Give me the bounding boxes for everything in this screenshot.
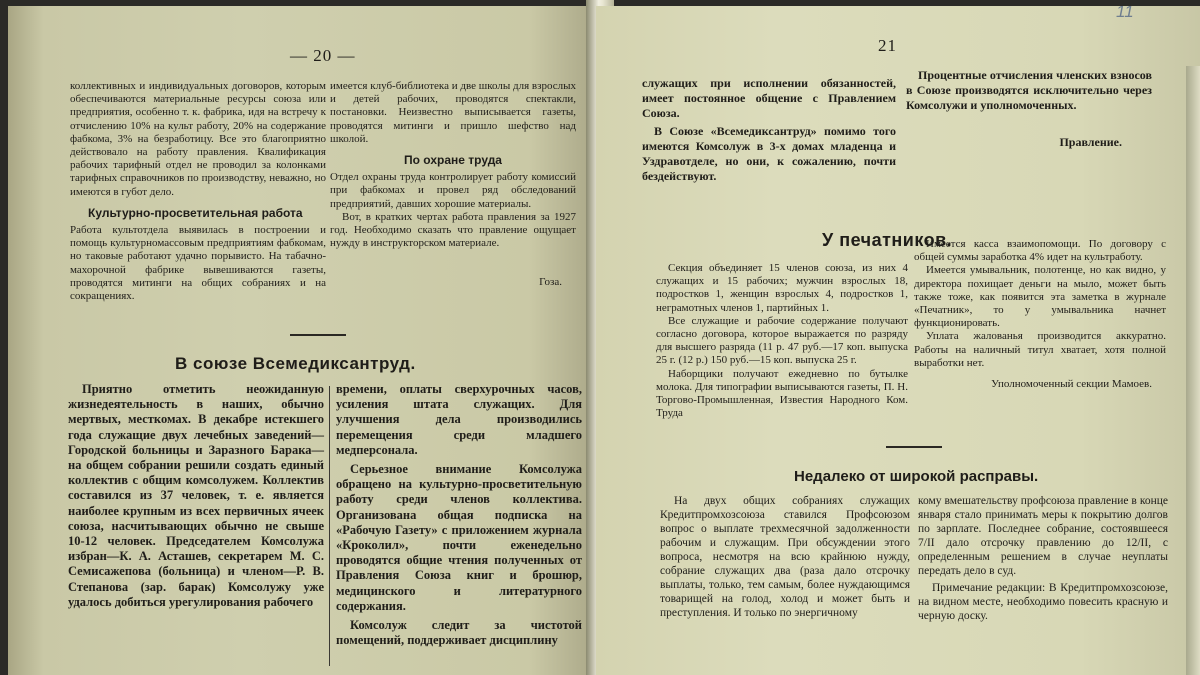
left-col1-heading: Культурно-просветительная работа <box>88 205 303 220</box>
page-number-right: 21 <box>878 36 897 55</box>
divider <box>290 334 346 336</box>
article2-col2 <box>918 494 1168 623</box>
printers-col2 <box>914 238 1166 391</box>
divider-right <box>886 446 942 448</box>
printers-col1-para2: Все служащие и рабочие содержание получают согласно договора, которое выражается по разряду для высшего разряда (11 р. 47 руб.—17 коп. выпуска 25 г. (12 р.) 150 руб.—15 коп. выпуска 25 г. <box>656 314 908 367</box>
article2-col2-para2: Примечание редакции: В Кредитпромхозсоюзе, на видном месте, необходимо повесить красную и черную доску. <box>918 582 1168 622</box>
left-col2-para3: Вот, в кратких чертах работа правления за 1927 год. Необходимо сказать что правление ощущает нужду в инструкторском материале. <box>330 210 576 250</box>
page-number-left: — 20 — <box>290 46 356 65</box>
right-top-col1-para1: служащих при исполнении обязанностей, имеет постоянное общение с Правлением Союза. <box>642 76 896 120</box>
printers-signature: Уполномоченный секции Мамоев. <box>991 378 1152 391</box>
article2-col1 <box>660 494 910 620</box>
handwritten-page-mark: 11 <box>1116 6 1134 21</box>
article2-col2-para1: кому вмешательству профсоюза правление в конце января стало принимать меры к покрытию долгов по зарплате. Последнее собрание, состоявшееся 7/II дало отсрочку правлению до 12/II, с определенным решением в случае неуплаты передать дело в суд. <box>918 495 1168 577</box>
printers-col1-para3: Наборщики получают ежедневно по бутылке молока. Для типографии выписываются газеты, П. Н. Торгово-Промышленная, Известия Народного Ком. Труда <box>656 367 908 420</box>
article-left-col2-para2: Серьезное внимание Комсолужа обращено на культурно-просветительную работу среди членов коллектива. Организована общая подписка на «Рабочую Газету» с приложением журнала «Кроколил», почти еженедельно проводятся общие чтения полученных от Правления Союза книг и брошюр, медицинского и литературного содержания. <box>336 462 582 613</box>
left-col1-para2: Работа культотдела выявилась в построении и помощь культурномассовым предприятиям фабкомам, но таковые работают удачно порывисто. На табачно-махорочной фабрике вывешиваются газеты, проводятся митинги на общих собраниях и на сокращениях. <box>70 224 326 303</box>
left-col2-heading: По охране труда <box>404 153 502 168</box>
article-left-col2-para1: времени, оплаты сверхурочных часов, усиления штата служащих. Для улучшения дела производились перемещения среди младшего медперсонала. <box>336 382 582 457</box>
printers-col2-para2: Имеется умывальник, полотенце, но как видно, у директора похищает деньги на мыло, может быть также тоже, как появится эта заметка в журнале «Печатник», то у умывальника начнет функционировать. <box>914 264 1166 330</box>
right-top-col2 <box>906 68 1152 150</box>
left-col1-para1: коллективных и индивидуальных договоров, которым обеспечиваются материальные ресурсы союза или предприятия, особенно т. к. фабрика, идя на встречу к отчислению 10% на культ работу, 20% на содержание фабкома, 3% на безработицу. Все это благоприятно действовало на работу правления. Квалификация рабочих тарифный отдел не проводил за колонками тарифных справочников по производству, неважно, но имеются в губот дело. <box>70 80 326 198</box>
right-page <box>596 6 1200 675</box>
article-left-col1-text: Приятно отметить неожиданную жизнедеятельность в наших, обычно мертвых, месткомах. В декабре истекшего года служащие двух лечебных заведений—Городской больницы и Заразного Барака—на общем собрании решили создать единый коллектив с общим комсолужем. Коллектив составился из 37 человек, т. е. является наиболее крупным из всех первичных ячеек союза, насчитывающих обычно не свыше 10-12 человек. Председателем Комсолужа избран—К. А. Асташев, секретарем М. С. Семисажепова (больница) и членом—Р. В. Степанова (зар. барак) Комсолужу уже удалось добиться урегулирования рабочего <box>68 382 324 609</box>
right-top-signature: Правление. <box>1059 135 1122 149</box>
left-col2-signature: Гоза. <box>539 276 562 289</box>
article-left-col2-para3: Комсолуж следит за чистотой помещений, поддерживает дисциплину <box>336 618 582 648</box>
column-separator <box>329 386 330 666</box>
right-top-col1-para2: В Союзе «Всемедиксантруд» помимо того имеются Комсолуж в 3-х домах младенца и Уздравотделе, но они, к сожалению, почти бездействуют. <box>642 124 896 183</box>
article2-col1-text: На двух общих собраниях служащих Кредитпромхозсоюза ставился Профсоюзом вопрос о выплате трехмесячной задолженности рабочим и служащим. При обсуждении этого вопроса, несмотря на всю крайнюю нужду, собрание служащих два (раза дало отсрочку выплаты, только, тем самым, более нуждающимся товарищей на голод, холод и может быть и преступления. И только по энергичному <box>660 495 910 619</box>
left-page <box>8 6 600 675</box>
article-left-col2 <box>336 382 582 648</box>
printers-title: У печатников. <box>822 230 953 250</box>
page-edge <box>1186 66 1200 675</box>
left-col2-para1: имеется клуб-библиотека и две школы для взрослых и детей рабочих, проводятся спектакли, постановки. Неизвестно выписывается газеты, проводятся митинги и пришло шефство над школой. <box>330 80 576 145</box>
printers-col2-para3: Уплата жалованья производится аккуратно. Работы на наличный титул хватает, хотя полной выработки нет. <box>914 330 1166 369</box>
article-left-col1 <box>68 382 324 610</box>
right-top-col2-para: Процентные отчисления членских взносов в Союзе производятся исключительно через Комсолужи и уполномоченных. <box>906 68 1152 112</box>
article2-title: Недалеко от широкой расправы. <box>794 468 1039 485</box>
article-title-left: В союзе Всемедиксантруд. <box>175 354 416 373</box>
printers-col1-para1: Секция объединяет 15 членов союза, из них 4 служащих и 15 рабочих; мужчин взрослых 18, подростков 1, женщин взрослых 4, подростков 1, неграмотных членов 1, партийных 1. <box>656 262 908 314</box>
left-col1 <box>70 80 326 303</box>
printers-col1 <box>656 262 908 420</box>
right-top-col1 <box>642 76 896 184</box>
left-col2-para2: Отдел охраны труда контролирует работу комиссий при фабкомах и провел ряд обследований предприятий, давших хорошие материалы. <box>330 171 576 210</box>
left-col2 <box>330 80 576 290</box>
printers-col2-para1: Имеется касса взаимопомощи. По договору с общей суммы заработка 4% идет на культработу. <box>914 238 1166 264</box>
